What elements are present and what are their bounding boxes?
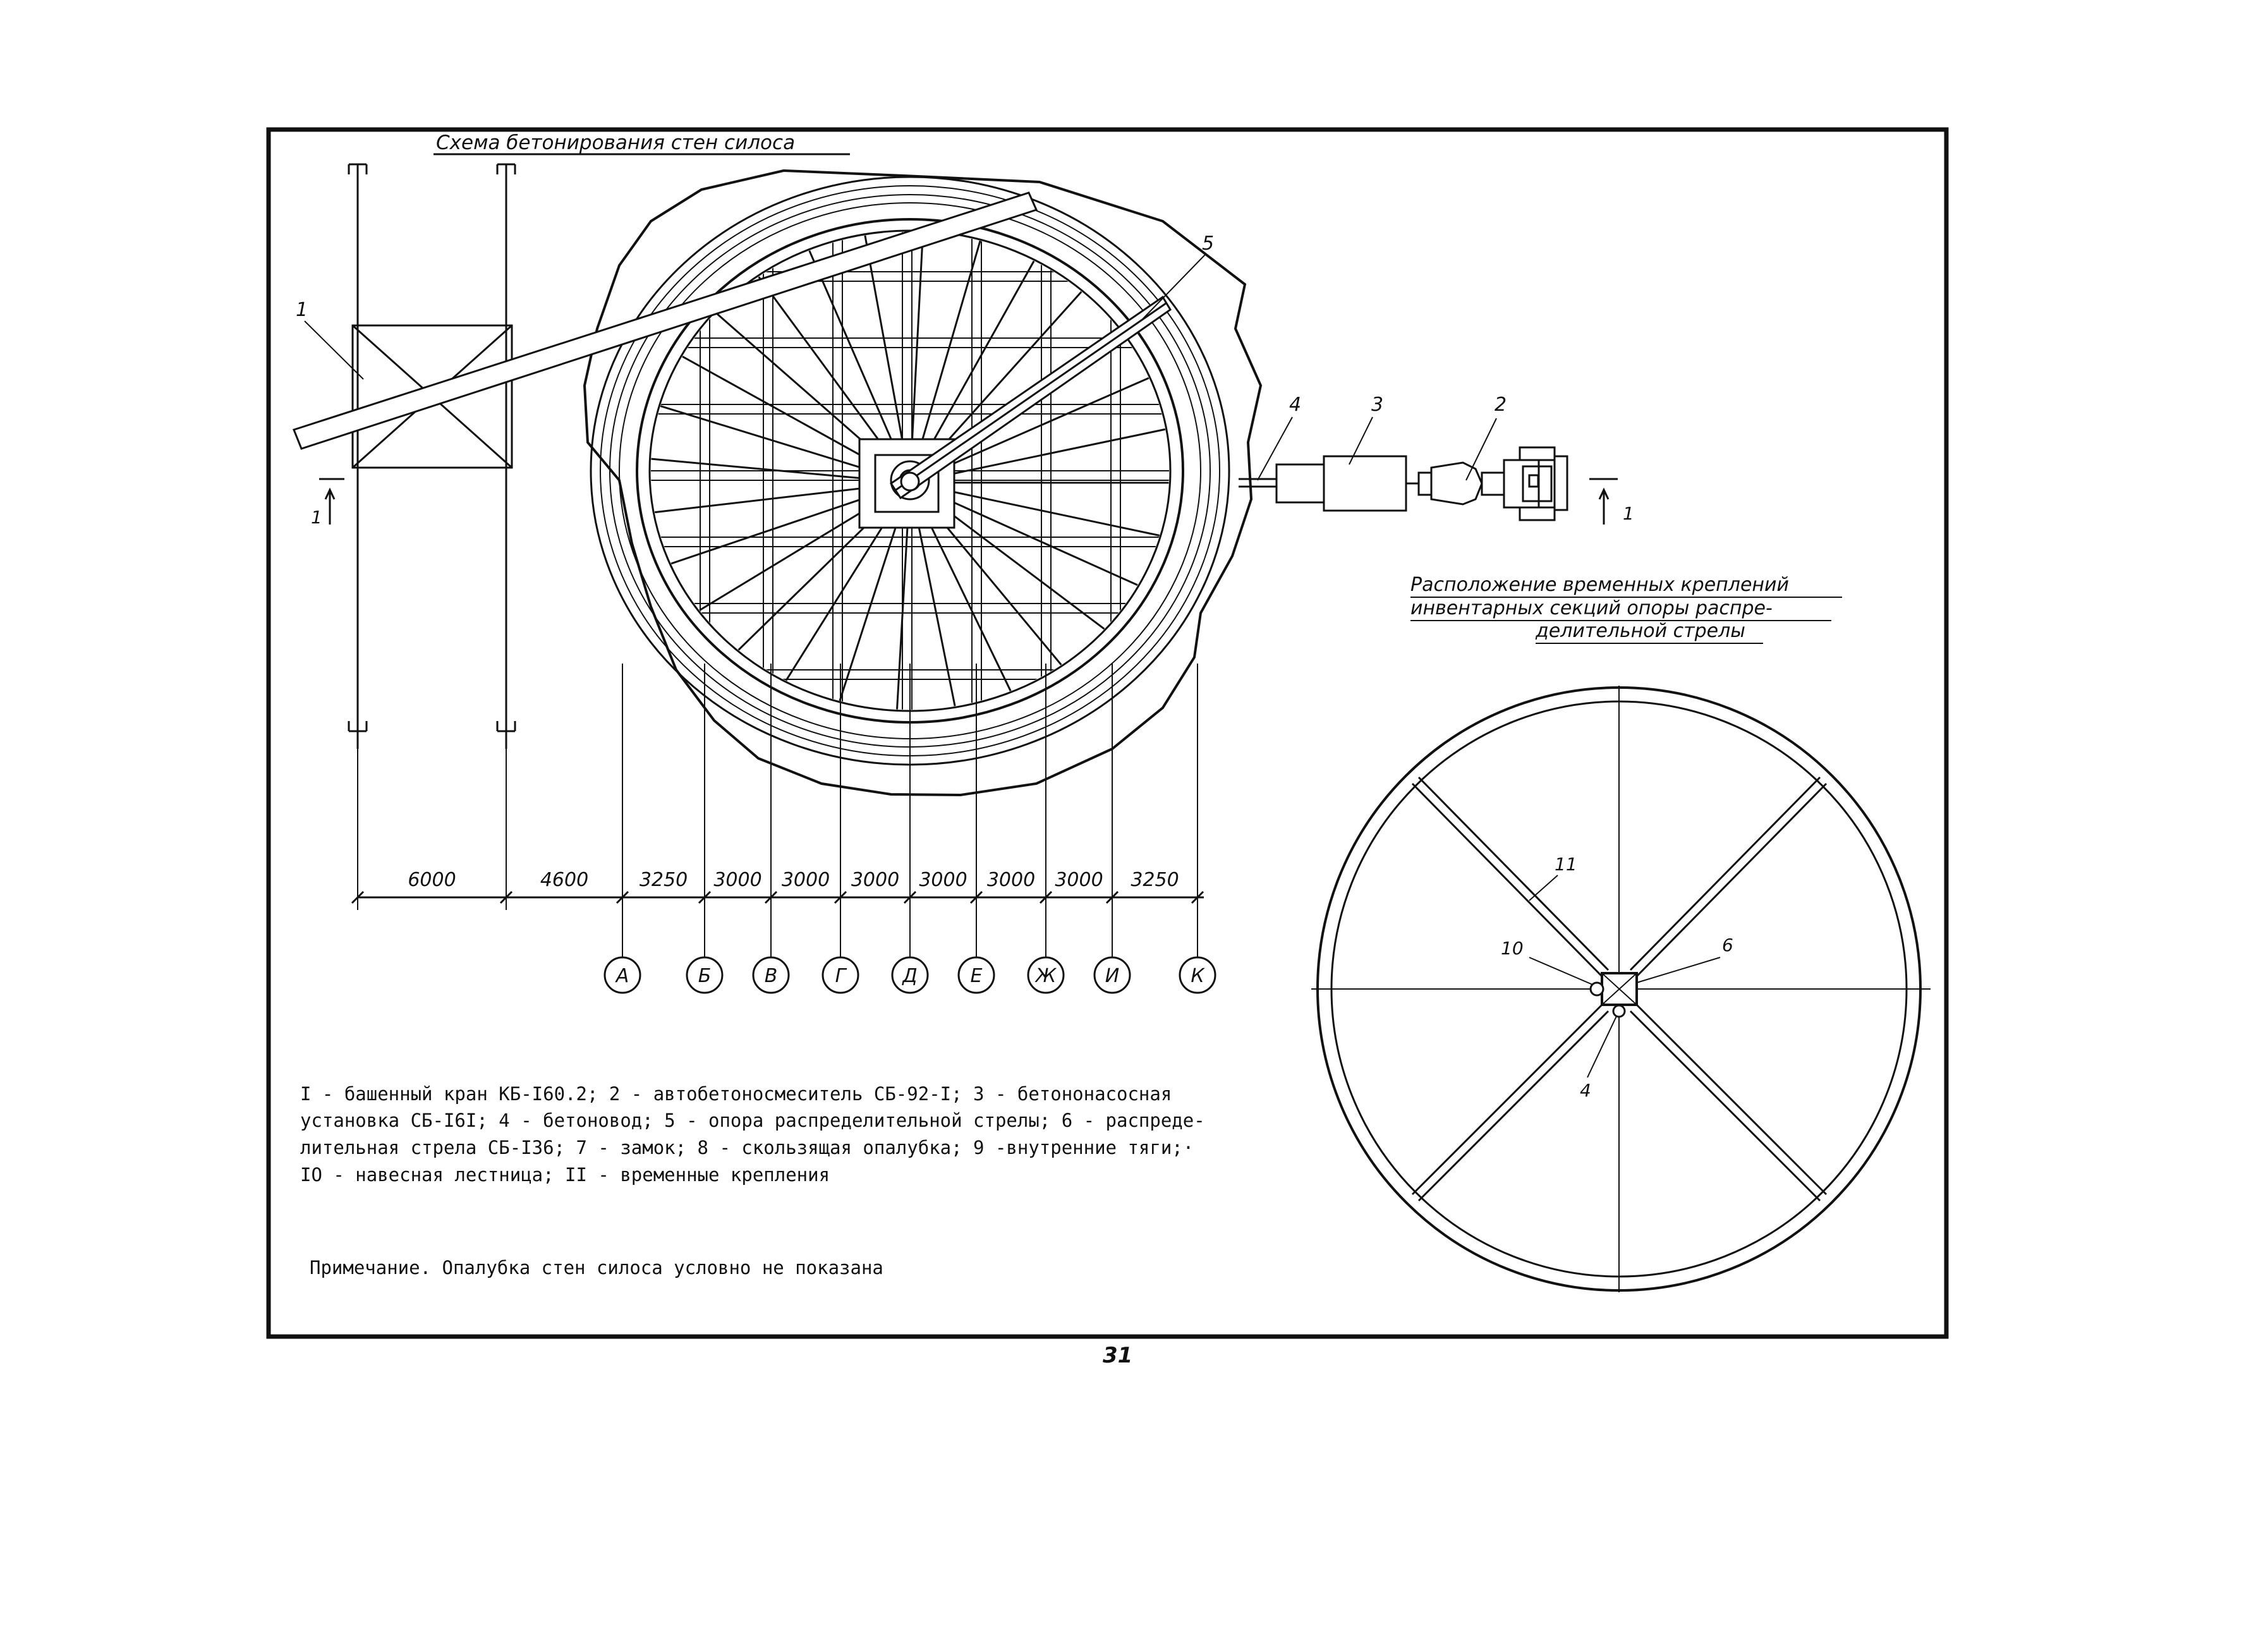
dimension-value: 3000: [986, 869, 1036, 891]
crane-rails: [349, 164, 515, 749]
concrete-pump: [1277, 456, 1406, 511]
inner-tie: [929, 497, 1104, 629]
dimension-value: 3000: [713, 869, 762, 891]
dimension-chain: [352, 664, 1204, 929]
section-label-left: 1: [311, 507, 322, 528]
dimension-value: 3250: [1131, 869, 1179, 891]
main-title: Схема бетонирования стен силоса: [436, 131, 796, 154]
page-number: 31: [1103, 1343, 1133, 1368]
callout-4-right-leader: [1587, 1016, 1616, 1077]
section-marker-left: [319, 479, 344, 525]
legend-line-2: установка СБ-I6I; 4 - бетоновод; 5 - опора распределительной стрелы; 6 - распреде-: [300, 1110, 1205, 1131]
axis-label: В: [764, 965, 778, 987]
callout-4-leader: [1258, 417, 1292, 480]
callout-11: 11: [1555, 854, 1577, 875]
legend-line-3: лительная стрела СБ-I36; 7 - замок; 8 - скользящая опалубка; 9 -внутренние тяги;·: [300, 1137, 1194, 1158]
note: Примечание. Опалубка стен силоса условно не показана: [310, 1257, 883, 1278]
legend: [300, 1083, 1205, 1186]
dimension-value: 6000: [408, 869, 456, 891]
inner-tie: [759, 277, 895, 463]
dimension-value: 3000: [1055, 869, 1103, 891]
callout-4-right: 4: [1580, 1080, 1591, 1101]
section-label-right: 1: [1623, 503, 1634, 524]
legend-line-4: IO - навесная лестница; II - временные крепления: [300, 1164, 830, 1186]
right-title-line-1: Расположение временных креплений: [1410, 574, 1790, 596]
callout-2: 2: [1495, 394, 1507, 416]
axis-label: Ж: [1035, 965, 1057, 987]
callout-5-leader: [1143, 254, 1206, 319]
inner-tie: [840, 504, 903, 701]
axis-label: А: [616, 965, 629, 987]
inner-tie: [652, 459, 885, 480]
axis-label: К: [1191, 965, 1204, 987]
callout-2-leader: [1466, 418, 1496, 480]
callout-1-leader: [305, 321, 363, 379]
axis-label: И: [1105, 965, 1120, 987]
callout-4: 4: [1289, 394, 1302, 416]
dimension-value: 3250: [639, 869, 688, 891]
bracing-plan: [1311, 686, 1931, 1292]
inner-tie: [917, 241, 980, 459]
right-title-line-3: делительной стрелы: [1536, 620, 1745, 642]
callout-6: 6: [1722, 935, 1733, 956]
callout-3-leader: [1349, 417, 1373, 464]
dimension-value: 4600: [540, 869, 589, 891]
inner-tie: [671, 490, 887, 563]
inner-tie: [911, 233, 923, 459]
inner-tie: [935, 488, 1160, 535]
concrete-mixer-truck: [1406, 447, 1567, 520]
callout-5: 5: [1202, 233, 1215, 255]
callout-1: 1: [296, 299, 308, 321]
callout-3: 3: [1371, 394, 1384, 416]
callout-10: 10: [1501, 938, 1524, 959]
callout-11-leader: [1529, 875, 1558, 901]
callout-6-leader: [1637, 957, 1720, 983]
legend-line-1: I - башенный кран КБ-I60.2; 2 - автобетоносмеситель СБ-92-I; 3 - бетононасосная: [300, 1083, 1172, 1105]
inner-tie: [932, 493, 1137, 585]
section-marker-right: [1589, 479, 1618, 525]
axis-label: Е: [970, 965, 983, 987]
axis-label: Г: [835, 965, 846, 987]
axis-label: Б: [698, 965, 712, 987]
right-title-line-2: инвентарных секций опоры распре-: [1410, 597, 1773, 619]
distribution-boom: [891, 297, 1170, 498]
axis-markers: [605, 929, 1215, 993]
axis-label: Д: [902, 965, 918, 987]
inner-tie: [655, 485, 885, 512]
callout-10-leader: [1529, 957, 1592, 985]
dimension-value: 3000: [919, 869, 967, 891]
crane-boom: [294, 193, 1036, 449]
dimension-value: 3000: [851, 869, 900, 891]
dimension-value: 3000: [781, 869, 830, 891]
